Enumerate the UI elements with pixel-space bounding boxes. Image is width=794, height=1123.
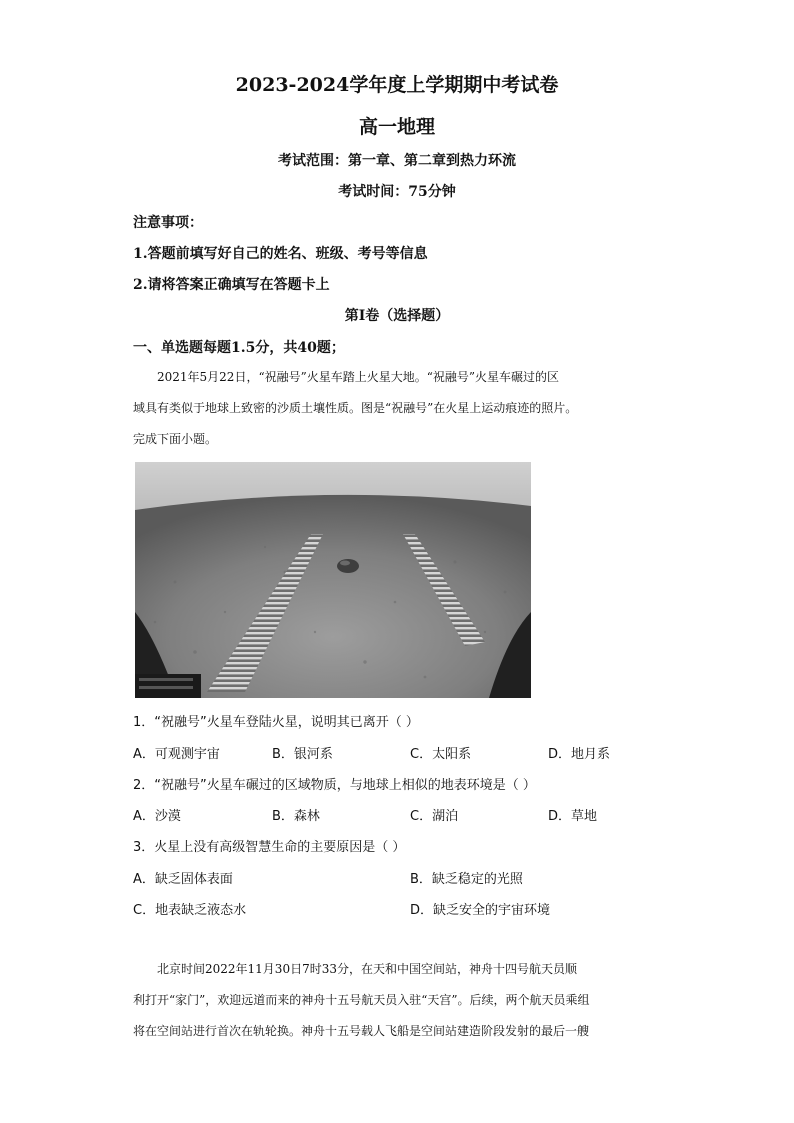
- question-2-option-a: A．沙漠: [133, 809, 181, 824]
- passage-line: 2021年5月22日，“祝融号”火星车踏上火星大地。“祝融号”火星车碾过的区: [157, 370, 559, 384]
- subject-title: 高一地理: [358, 116, 435, 138]
- exam-title: 2023-2024学年度上学期期中考试卷: [235, 74, 559, 96]
- question-2-option-b: B．森林: [272, 809, 320, 824]
- section-title: 第I卷（选择题）: [344, 308, 450, 324]
- passage-line: 完成下面小题。: [133, 432, 218, 446]
- notice-item-1: 1.答题前填写好自己的姓名、班级、考号等信息: [133, 246, 428, 262]
- question-1-stem: 1．“祝融号”火星车登陆火星，说明其已离开（ ）: [133, 715, 419, 730]
- question-3-stem: 3．火星上没有高级智慧生命的主要原因是（ ）: [133, 840, 406, 855]
- passage-line: 北京时间2022年11月30日7时33分，在天和中国空间站，神舟十四号航天员顺: [157, 962, 577, 976]
- part-heading: 一、单选题每题1.5分，共40题；: [133, 340, 345, 356]
- question-1-option-b: B．银河系: [272, 747, 333, 762]
- question-1-option-a: A．可观测宇宙: [133, 747, 220, 762]
- notice-item-2: 2.请将答案正确填写在答题卡上: [133, 277, 330, 293]
- passage-zhurong: [133, 362, 673, 455]
- passage-shenzhou: [133, 954, 673, 1047]
- passage-line: 利打开“家门”，欢迎远道而来的神舟十五号航天员入驻“天宫”。后续，两个航天员乘组: [133, 993, 590, 1007]
- question-3-option-a: A．缺乏固体表面: [133, 872, 233, 887]
- passage-line: 将在空间站进行首次在轨轮换。神舟十五号载人飞船是空间站建造阶段发射的最后一艘: [133, 1024, 590, 1038]
- question-2-option-c: C．湖泊: [410, 809, 459, 824]
- passage-line: 域具有类似于地球上致密的沙质土壤性质。图是“祝融号”在火星上运动痕迹的照片。: [133, 401, 578, 415]
- mars-rover-tracks-photo: [135, 462, 531, 698]
- exam-time: 考试时间：75分钟: [338, 184, 456, 200]
- exam-scope: 考试范围：第一章、第二章到热力环流: [278, 153, 516, 169]
- question-1-option-d: D．地月系: [548, 747, 611, 762]
- question-3-option-b: B．缺乏稳定的光照: [410, 872, 523, 887]
- question-3-option-c: C．地表缺乏液态水: [133, 903, 247, 918]
- notice-heading: 注意事项：: [133, 215, 203, 231]
- question-2-option-d: D．草地: [548, 809, 598, 824]
- question-1-option-c: C．太阳系: [410, 747, 472, 762]
- question-2-stem: 2．“祝融号”火星车碾过的区域物质，与地球上相似的地表环境是（ ）: [133, 778, 536, 793]
- question-3-option-d: D．缺乏安全的宇宙环境: [410, 903, 551, 918]
